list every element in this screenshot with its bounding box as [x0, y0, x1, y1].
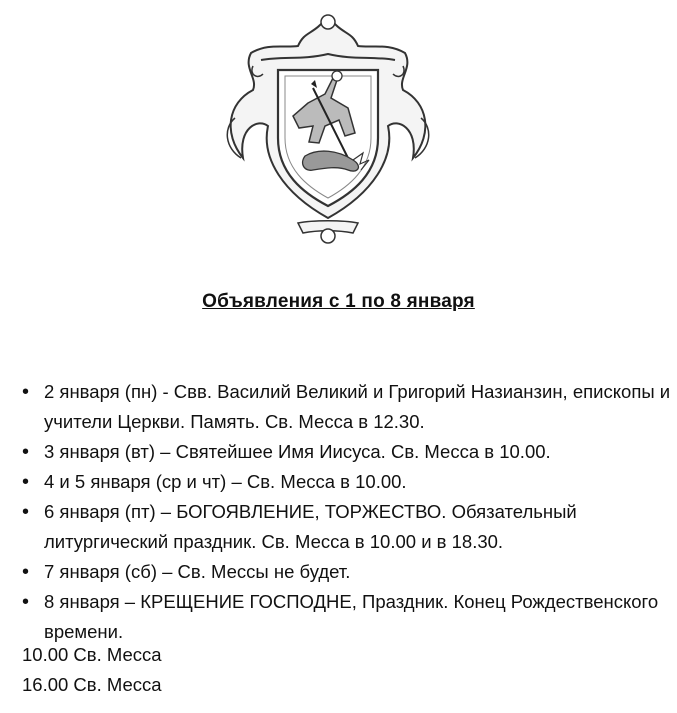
- list-item: • 2 января (пн) - Свв. Василий Великий и Григорий Назианзин, епископы и учители Церкви. Память. Св. Месса в 12.30.: [22, 377, 672, 437]
- list-item: • 7 января (сб) – Св. Мессы не будет.: [22, 557, 672, 587]
- page-title: Объявления с 1 по 8 января: [202, 291, 475, 312]
- announcement-list: [22, 377, 672, 647]
- schedule-line: 16.00 Св. Месса: [22, 674, 162, 695]
- schedule-line: 10.00 Св. Месса: [22, 644, 162, 665]
- list-item: • 3 января (вт) – Святейшее Имя Иисуса. Св. Месса в 10.00.: [22, 437, 672, 467]
- list-item: • 4 и 5 января (ср и чт) – Св. Месса в 10.00.: [22, 467, 672, 497]
- list-item: • 8 января – КРЕЩЕНИЕ ГОСПОДНЕ, Праздник. Конец Рождественского времени.: [22, 587, 672, 647]
- list-item: • 6 января (пт) – БОГОЯВЛЕНИЕ, ТОРЖЕСТВО. Обязательный литургический праздник. Св. Месса в 10.00 и в 18.30.: [22, 497, 672, 557]
- coat-of-arms-icon: [213, 8, 443, 248]
